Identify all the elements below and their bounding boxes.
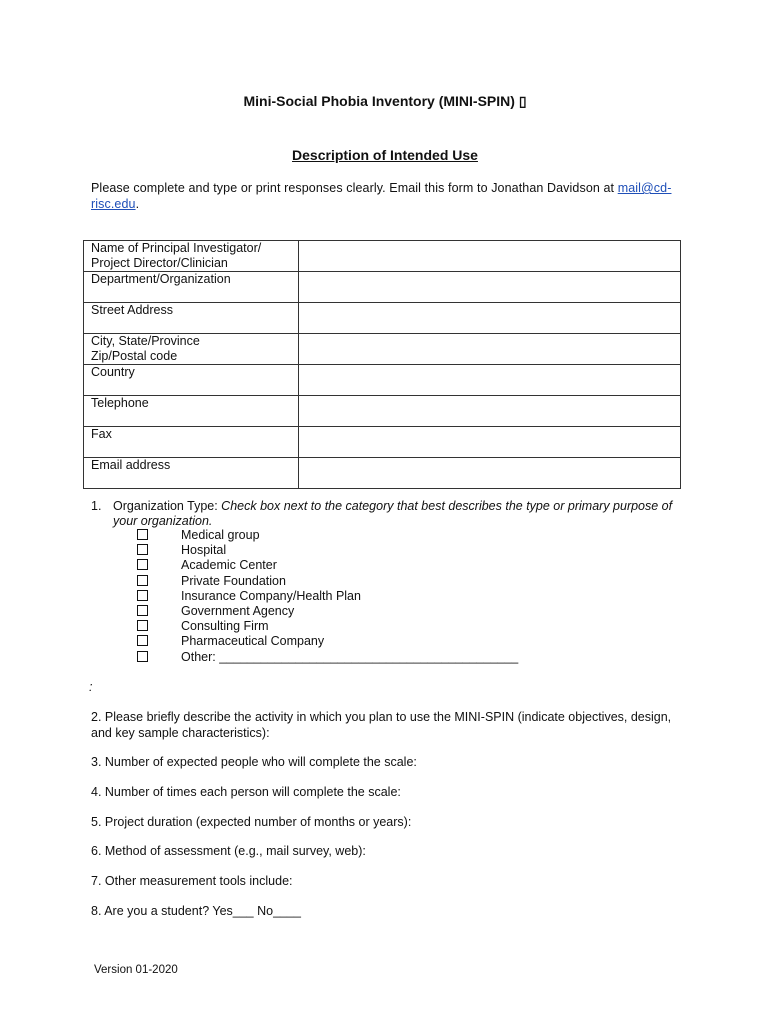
- checkbox[interactable]: [137, 575, 148, 586]
- section-heading: Description of Intended Use: [292, 147, 478, 163]
- table-row: [84, 241, 681, 272]
- question-project-duration: 5. Project duration (expected number of months or years):: [91, 815, 412, 829]
- question-times-per-person: 4. Number of times each person will complete the scale:: [91, 785, 401, 799]
- question-number: 1.: [91, 499, 102, 513]
- email-link[interactable]: mail@cd- risc.edu: [91, 181, 672, 211]
- question-assessment-method: 6. Method of assessment (e.g., mail survey, web):: [91, 844, 366, 858]
- field-label: Name of Principal Investigator/ Project Director/Clinician: [84, 241, 299, 272]
- version-footer: Version 01-2020: [94, 964, 178, 976]
- investigator-name-field[interactable]: [299, 241, 681, 272]
- checkbox[interactable]: [137, 559, 148, 570]
- checkbox[interactable]: [137, 620, 148, 631]
- city-state-zip-field[interactable]: [299, 334, 681, 365]
- field-label: Department/Organization: [84, 272, 299, 303]
- field-label: Email address: [84, 458, 299, 489]
- field-label: Fax: [84, 427, 299, 458]
- checkbox[interactable]: [137, 605, 148, 616]
- table-row: [84, 303, 681, 334]
- table-row: [84, 458, 681, 489]
- fax-field[interactable]: [299, 427, 681, 458]
- question-other-tools: 7. Other measurement tools include:: [91, 874, 293, 888]
- department-field[interactable]: [299, 272, 681, 303]
- field-label: Telephone: [84, 396, 299, 427]
- checkbox[interactable]: [137, 529, 148, 540]
- field-label: City, State/Province Zip/Postal code: [84, 334, 299, 365]
- intro-text: Please complete and type or print responses clearly. Email this form to Jonathan Davidson at: [91, 181, 618, 195]
- table-row: [84, 427, 681, 458]
- question-student-status: 8. Are you a student? Yes___ No____: [91, 904, 301, 918]
- checkbox[interactable]: [137, 544, 148, 555]
- telephone-field[interactable]: [299, 396, 681, 427]
- checkbox[interactable]: [137, 651, 148, 662]
- table-row: [84, 334, 681, 365]
- question-instruction: Check box next to the category that best describes the type or primary purpose of your organization.: [113, 499, 673, 528]
- document-title: Mini-Social Phobia Inventory (MINI-SPIN) ▯: [243, 93, 527, 109]
- document-page: Mini-Social Phobia Inventory (MINI-SPIN) ▯ Description of Intended Use Please complete and type or print responses clearly. Email this form to Jonathan Davidson at mail@cd- risc.edu. Name of Principal Investigator/ Project Director/Clinician Department/Organization Street Address City, State/Province Zip/Postal code Country Telephone Fax Email address 1. Organization Type: Check box next to the category that best describes the type or primary purpose of your organization. Medical group Hospital Academic Center Private Foundation Insurance Company/Health Plan Government Agency Consulting Firm Pharmaceutical Company Other: ___________________________________________ : 2. Please briefly describe the activity in which you plan to use the MINI-SPIN (indicate objectives, design, and key sample characteristics): 3. Number of expected people who will complete the scale: 4. Number of times each person will complete the scale: 5. Project duration (expected number of months or years): 6. Method of assessment (e.g., mail survey, web): 7. Other measurement tools include: 8. Are you a student? Yes___ No____ Version 01-2020: [0, 0, 770, 1024]
- country-field[interactable]: [299, 365, 681, 396]
- table-row: [84, 396, 681, 427]
- email-address-field[interactable]: [299, 458, 681, 489]
- question-label: Organization Type:: [113, 499, 222, 513]
- field-label: Country: [84, 365, 299, 396]
- checkbox[interactable]: [137, 635, 148, 646]
- table-row: [84, 272, 681, 303]
- stray-colon: :: [89, 680, 93, 694]
- field-label: Street Address: [84, 303, 299, 334]
- table-row: [84, 365, 681, 396]
- street-address-field[interactable]: [299, 303, 681, 334]
- question-expected-people: 3. Number of expected people who will complete the scale:: [91, 755, 417, 769]
- investigator-info-table: [83, 240, 681, 489]
- intro-paragraph: Please complete and type or print responses clearly. Email this form to Jonathan Davidson at mail@cd- risc.edu.: [91, 181, 672, 211]
- checkbox[interactable]: [137, 590, 148, 601]
- question-activity-description: 2. Please briefly describe the activity in which you plan to use the MINI-SPIN (indicate objectives, design, and key sample characteristics):: [91, 710, 672, 740]
